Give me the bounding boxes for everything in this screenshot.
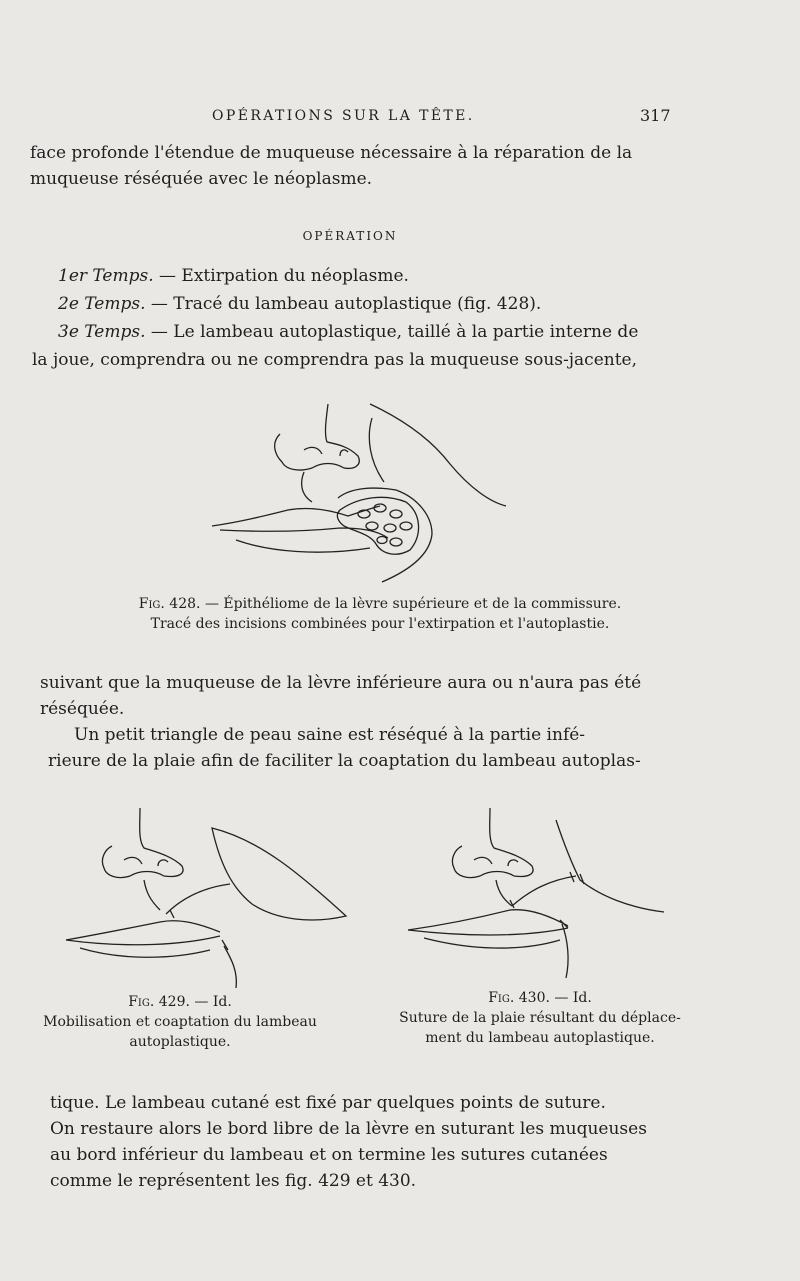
paragraph-line: On restaure alors le bord libre de la lèvre en suturant les muqueuses — [50, 1119, 647, 1139]
caption-line — [60, 594, 700, 614]
step-1 — [32, 262, 682, 290]
step-text: — Le lambeau autoplastique, taillé à la partie interne de — [150, 322, 639, 342]
page-number: 317 — [640, 106, 671, 125]
paragraph-line: comme le représentent les fig. 429 et 430. — [50, 1171, 417, 1191]
running-head: OPÉRATIONS SUR LA TÊTE. — [212, 108, 475, 124]
caption-line: Suture de la plaie résultant du déplace- — [399, 1010, 681, 1026]
operation-steps — [32, 262, 682, 374]
figure-429-caption — [30, 992, 330, 1052]
paragraph-4 — [50, 1090, 690, 1194]
caption-line: autoplastique. — [129, 1034, 231, 1050]
step-3-continued — [32, 346, 682, 374]
paragraph-line: face profonde l'étendue de muqueuse nécessaire à la réparation de la — [30, 143, 633, 163]
caption-line — [30, 992, 330, 1012]
paragraph-line: au bord inférieur du lambeau et on termine les sutures cutanées — [50, 1145, 608, 1165]
step-text: la joue, comprendra ou ne comprendra pas la muqueuse sous-jacente, — [32, 350, 638, 370]
figure-number: Fig. 428. — [138, 596, 201, 612]
paragraph-line: rieure de la plaie afin de faciliter la coaptation du lambeau autoplas- — [48, 751, 641, 771]
paragraph-line: tique. Le lambeau cutané est fixé par quelques points de suture. — [50, 1093, 606, 1113]
caption-line: Tracé des incisions combinées pour l'extirpation et l'autoplastie. — [150, 616, 610, 632]
paragraph-line: muqueuse réséquée avec le néoplasme. — [30, 169, 373, 189]
step-3 — [32, 318, 682, 346]
caption-line — [375, 988, 705, 1008]
figure-428-caption — [60, 594, 700, 634]
paragraph-line: réséquée. — [40, 699, 125, 719]
paragraph-1 — [30, 140, 670, 192]
section-heading: OPÉRATION — [302, 229, 398, 243]
caption-text: — Épithéliome de la lèvre supérieure et de la commissure. — [204, 596, 622, 612]
caption-line: Mobilisation et coaptation du lambeau — [43, 1014, 317, 1030]
step-label: 1er Temps. — [58, 266, 154, 286]
caption-title: — Id. — [554, 990, 592, 1006]
figure-428-illustration — [200, 398, 520, 588]
figure-429-illustration — [60, 800, 360, 990]
figure-number: Fig. 430. — [488, 990, 550, 1006]
paragraph-2 — [40, 670, 690, 722]
figure-430-caption — [375, 988, 705, 1048]
paragraph-line: Un petit triangle de peau saine est réséqué à la partie infé- — [74, 725, 586, 745]
paragraph-3 — [48, 722, 688, 774]
figure-number: Fig. 429. — [128, 994, 190, 1010]
paragraph-line: suivant que la muqueuse de la lèvre inférieure aura ou n'aura pas été — [40, 673, 642, 693]
caption-title: — Id. — [194, 994, 232, 1010]
step-2 — [32, 290, 682, 318]
step-label: 3e Temps. — [58, 322, 146, 342]
figure-430-illustration — [400, 800, 680, 990]
step-label: 2e Temps. — [58, 294, 146, 314]
step-text: — Tracé du lambeau autoplastique (fig. 428). — [150, 294, 542, 314]
caption-line: ment du lambeau autoplastique. — [425, 1030, 655, 1046]
step-text: — Extirpation du néoplasme. — [159, 266, 409, 286]
